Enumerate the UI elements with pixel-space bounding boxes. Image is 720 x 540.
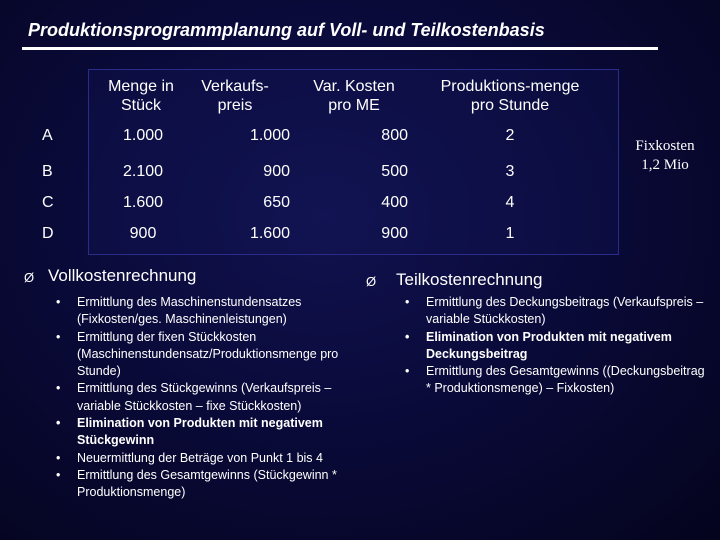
list-item: • Ermittlung der fixen Stückkosten (Maschinenstundensatz/Produktionsmenge pro Stunde) — [56, 329, 339, 379]
bullet-icon: • — [56, 329, 61, 344]
bullet-icon: • — [405, 329, 410, 344]
header-menge-line1: Menge in — [108, 78, 174, 95]
header-var-kosten-line1: Var. Kosten — [313, 78, 395, 95]
list-item: • Ermittlung des Deckungsbeitrags (Verkaufspreis – variable Stückkosten) — [405, 295, 704, 327]
list-item: • Ermittlung des Gesamtgewinns (Stückgewinn * Produktionsmenge) — [56, 467, 337, 500]
header-menge — [95, 77, 187, 115]
fixkosten-label: Fixkosten — [635, 138, 695, 154]
arrow-bullet-icon: Ø — [24, 270, 35, 285]
row-a-var-kosten: 800 — [381, 127, 408, 144]
row-b-produktionsmenge: 3 — [505, 163, 515, 180]
row-label-a: A — [42, 127, 53, 144]
bullet-icon: • — [405, 364, 410, 379]
header-var-kosten-line2: pro ME — [328, 97, 380, 114]
row-a-produktionsmenge: 2 — [505, 127, 515, 144]
row-c-verkaufspreis: 650 — [263, 194, 290, 211]
header-produktionsmenge-line1: Produktions-menge — [440, 78, 580, 95]
slide-title: Produktionsprogrammplanung auf Voll- und Teilkostenbasis — [28, 20, 545, 40]
vollkosten-list — [56, 294, 362, 502]
row-d-var-kosten: 900 — [381, 225, 408, 242]
teilkosten-heading: Teilkostenrechnung — [396, 270, 543, 289]
bullet-icon: • — [56, 450, 61, 465]
row-d-menge: 900 — [129, 225, 157, 242]
row-label-b: B — [42, 163, 53, 180]
header-menge-line2: Stück — [120, 97, 161, 114]
row-d-verkaufspreis: 1.600 — [249, 225, 290, 242]
header-verkaufspreis-line2: preis — [217, 97, 253, 114]
bullet-icon: • — [56, 467, 61, 482]
row-a-verkaufspreis: 1.000 — [249, 127, 290, 144]
list-item: • Ermittlung des Maschinenstundensatzes (Fixkosten/ges. Maschinenleistungen) — [56, 295, 302, 327]
row-c-menge: 1.600 — [122, 194, 164, 211]
list-item: • Neuermittlung der Beträge von Punkt 1 bis 4 — [77, 450, 362, 467]
list-item: • Ermittlung des Stückgewinns (Verkaufspreis – variable Stückkosten – fixe Stückkosten) — [56, 381, 332, 413]
fixkosten-note — [620, 137, 710, 175]
header-verkaufspreis — [193, 77, 277, 115]
bullet-icon: • — [56, 295, 61, 309]
bullet-icon: • — [56, 381, 61, 396]
row-a-menge: 1.000 — [122, 127, 164, 144]
row-b-menge: 2.100 — [122, 163, 164, 180]
bullet-icon: • — [56, 416, 61, 431]
list-item: • Elimination von Produkten mit negativem Stückgewinn — [56, 416, 323, 448]
arrow-bullet-icon: Ø — [366, 274, 377, 289]
fixkosten-value: 1,2 Mio — [641, 157, 689, 173]
row-c-var-kosten: 400 — [381, 194, 408, 211]
header-var-kosten — [300, 77, 408, 115]
row-c-produktionsmenge: 4 — [505, 194, 515, 211]
row-b-verkaufspreis: 900 — [263, 163, 290, 180]
row-b-var-kosten: 500 — [381, 163, 408, 180]
row-label-d: D — [42, 225, 54, 242]
list-item: • Elimination von Produkten mit negativem Deckungsbeitrag — [405, 329, 672, 361]
header-produktionsmenge — [424, 77, 596, 115]
header-produktionsmenge-line2: pro Stunde — [470, 97, 550, 114]
bullet-icon: • — [405, 295, 410, 309]
title-underline — [22, 47, 658, 50]
vollkosten-heading: Vollkostenrechnung — [48, 266, 197, 285]
teilkosten-list — [405, 294, 706, 398]
header-verkaufspreis-line1: Verkaufs- — [201, 78, 269, 95]
row-d-produktionsmenge: 1 — [505, 225, 515, 242]
list-item: • Ermittlung des Gesamtgewinns ((Deckungsbeitrag * Produktionsmenge) – Fixkosten) — [405, 364, 705, 396]
row-label-c: C — [42, 194, 54, 211]
